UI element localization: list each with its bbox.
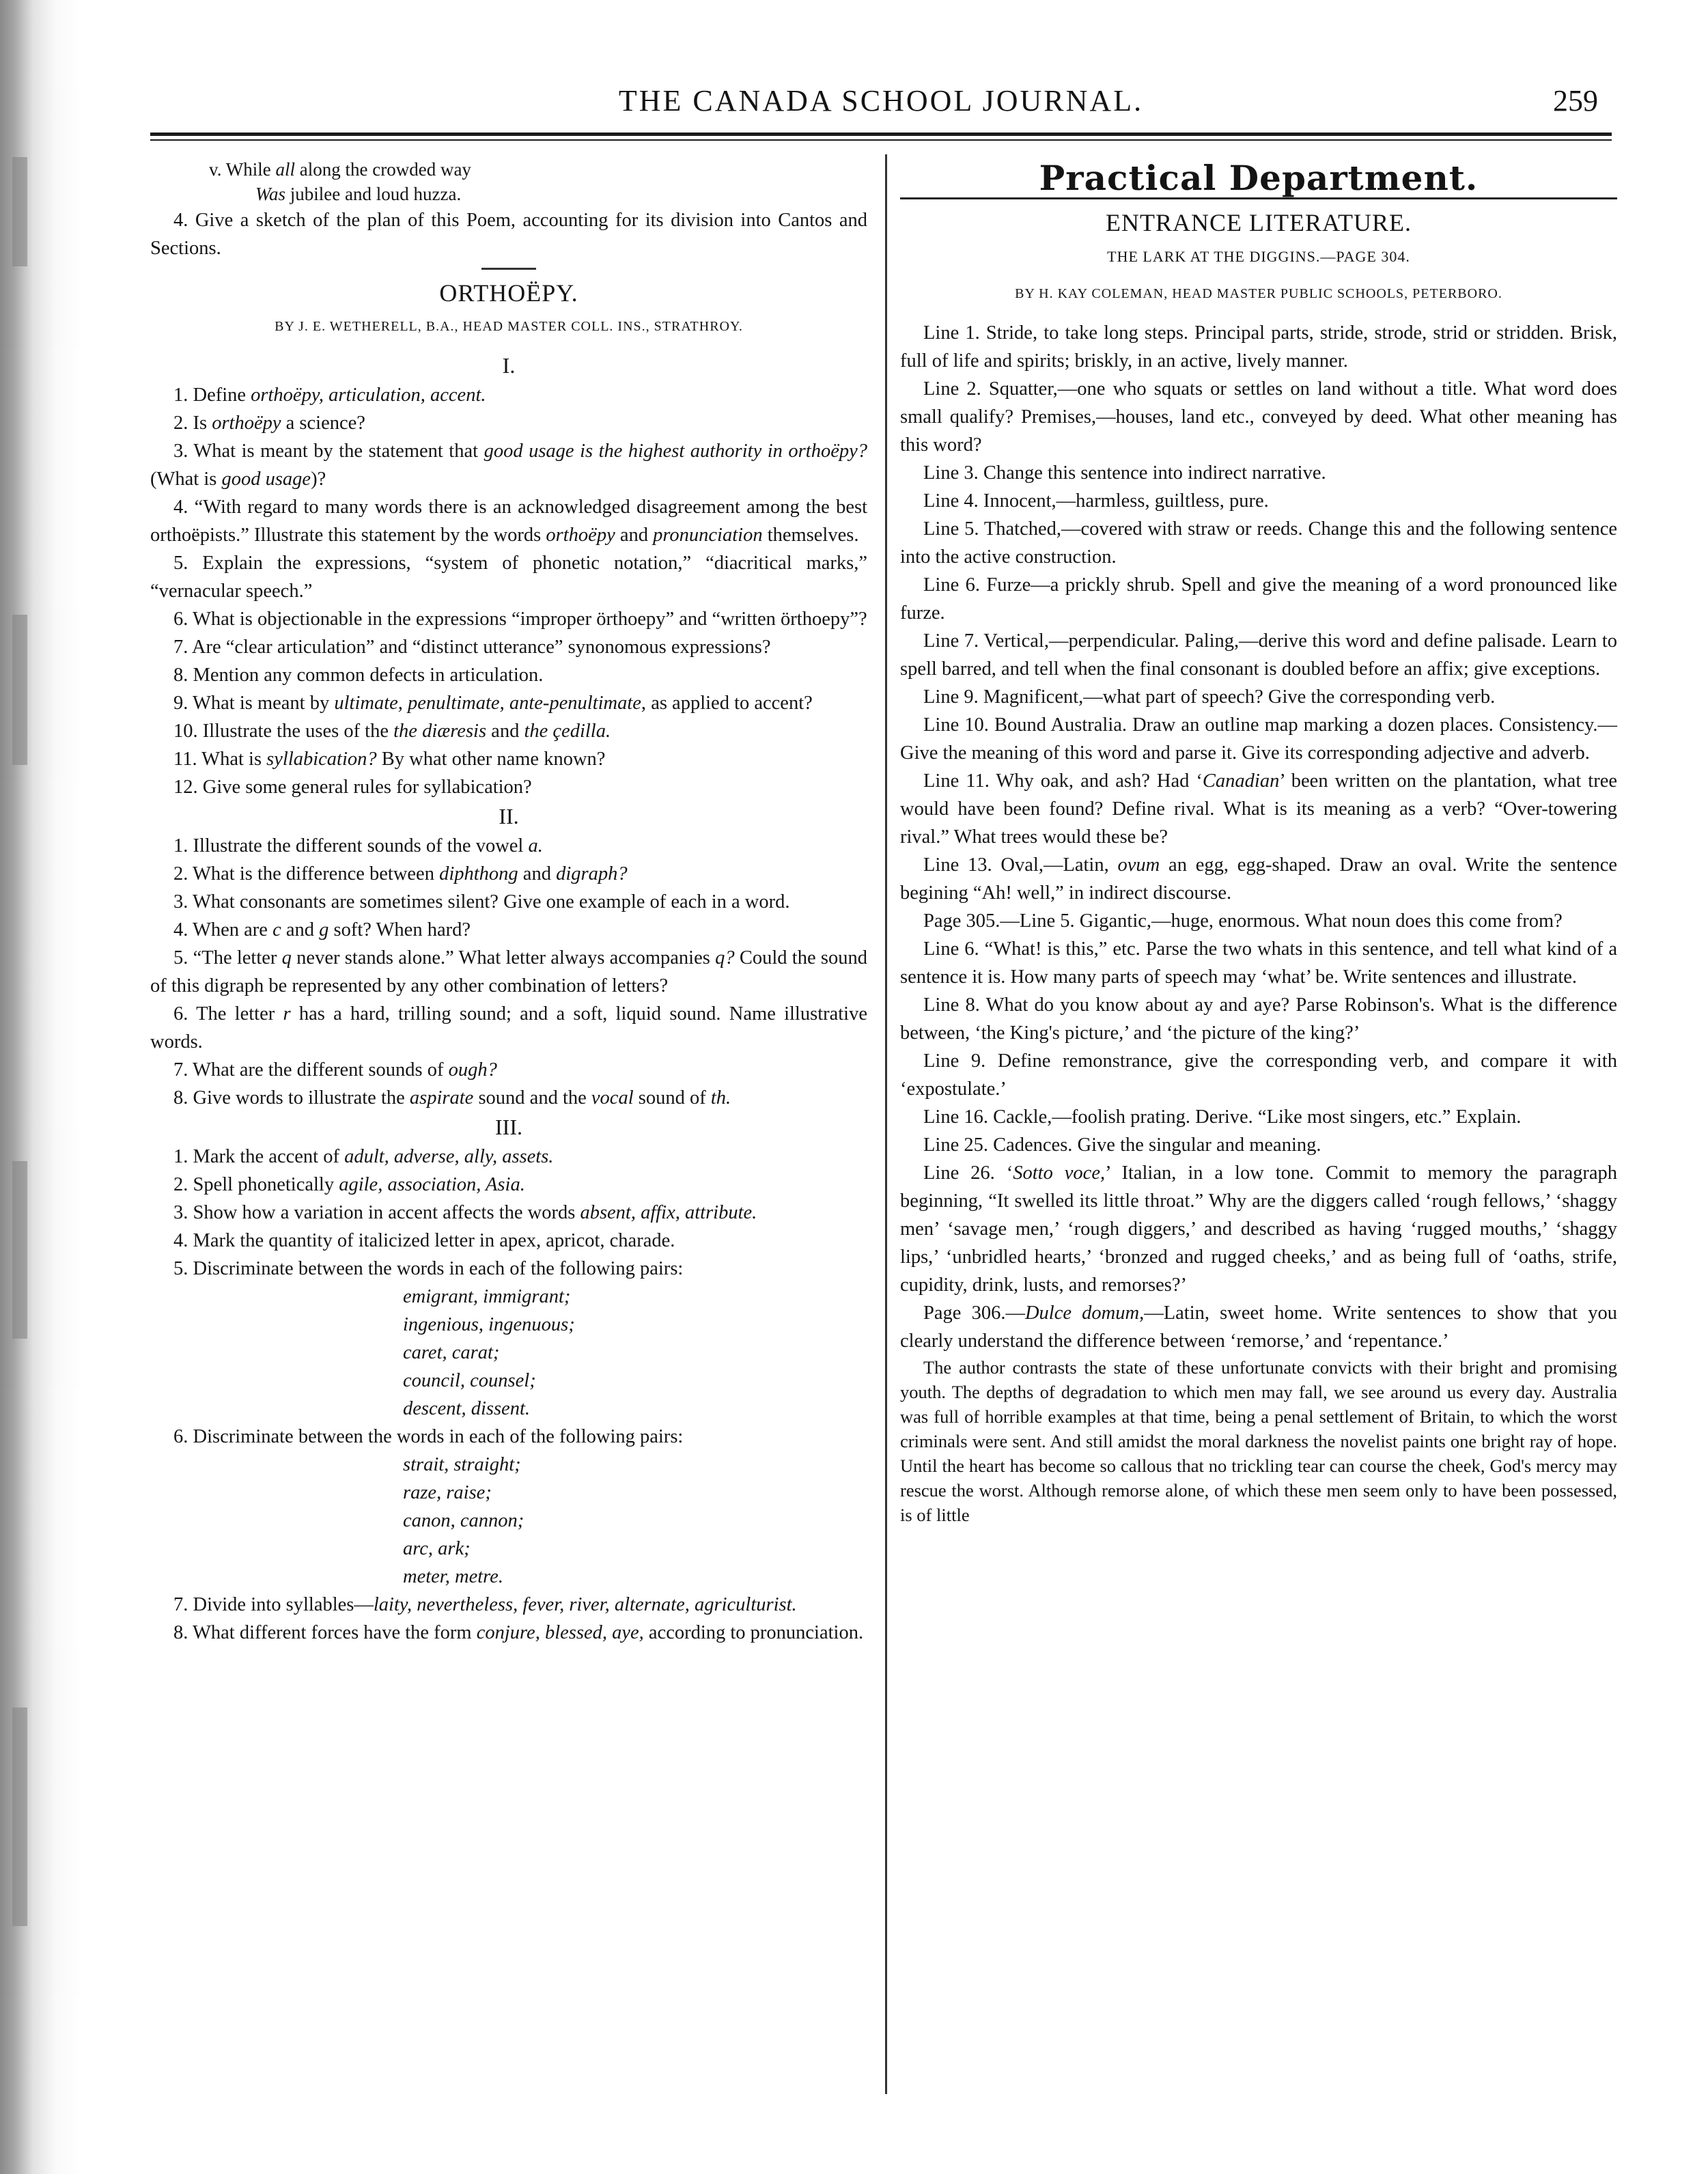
question: 7. What are the different sounds of ough? bbox=[173, 1059, 497, 1081]
page-number: 259 bbox=[1553, 84, 1598, 117]
note-line: Line 2. Squatter,—one who squats or settles on land without a title. What word does small qualify? Premises,—houses, land etc., conveyed by deed. What other meaning has this word? bbox=[900, 378, 1617, 456]
question: 11. What is syllabication? By what other name known? bbox=[173, 749, 606, 770]
section-numeral: III. bbox=[495, 1115, 522, 1139]
word-pairs bbox=[150, 1283, 867, 1423]
header-rule bbox=[150, 133, 1612, 136]
question: 5. Discriminate between the words in each of the following pairs: bbox=[173, 1258, 684, 1279]
right-column bbox=[900, 157, 1617, 1527]
note-line: Line 16. Cackle,—foolish prating. Derive. “Like most singers, etc.” Explain. bbox=[923, 1106, 1522, 1128]
question: 4. Mark the quantity of italicized letter in apex, apricot, charade. bbox=[173, 1230, 675, 1251]
question: 1. Define orthoëpy, articulation, accent. bbox=[173, 385, 486, 406]
question: 5. “The letter q never stands alone.” What letter always accompanies q? Could the sound of this digraph be represented by any other combination of letters? bbox=[150, 947, 867, 997]
section-title: ENTRANCE LITERATURE. bbox=[1106, 209, 1412, 236]
question: 12. Give some general rules for syllabication? bbox=[173, 777, 532, 798]
journal-title: THE CANADA SCHOOL JOURNAL. bbox=[618, 84, 1144, 117]
note-line: Page 306.—Dulce domum,—Latin, sweet home. Write sentences to show that you clearly understand the difference between ‘remorse,’ and ‘repentance.’ bbox=[900, 1302, 1617, 1352]
question-4: 4. Give a sketch of the plan of this Poem, accounting for its division into Cantos and Sections. bbox=[150, 210, 867, 259]
note-line: Line 26. ‘Sotto voce,’ Italian, in a low tone. Commit to memory the paragraph beginning, “It swelled its little throat.” Why are the diggers called ‘rough fellows,’ ‘shaggy men’ ‘savage men,’ ‘rough diggers,’ and described as having ‘rugged mouths,’ ‘shaggy lips,’ ‘unbridled hearts,’ ‘bronzed and rugged cheeks,’ and as being full of ‘oaths, strife, cupidity, drink, lusts, and remorses?’ bbox=[900, 1162, 1618, 1296]
note-line: Line 7. Vertical,—perpendicular. Paling,—derive this word and define palisade. Learn to spell barred, and tell when the final consonant is doubled before an affix; give exceptions. bbox=[900, 630, 1617, 680]
question: 7. Are “clear articulation” and “distinct utterance” synonomous expressions? bbox=[173, 637, 771, 658]
question: 9. What is meant by ultimate, penultimate, ante-penultimate, as applied to accent? bbox=[173, 693, 813, 714]
closing-paragraph: The author contrasts the state of these unfortunate convicts with their bright and promising youth. The depths of degradation to which men may fall, we see around us every day. Australia was full of horrible examples at that time, being a penal settlement of Britain, to which the worst criminals were sent. And still amidst the moral darkness the novelist paints one bright ray of hope. Until the heart has become so callous that no trickling tear can course the cheek, God's mercy may rescue the worst. Although remorse alone, of which these men seem only to have been possessed, is of little bbox=[900, 1357, 1617, 1525]
word-pair: meter, metre. bbox=[403, 1566, 503, 1587]
word-pair: strait, straight; bbox=[403, 1454, 521, 1475]
question: 10. Illustrate the uses of the the diæresis and the çedilla. bbox=[173, 721, 611, 742]
note-line: Line 4. Innocent,—harmless, guiltless, pure. bbox=[923, 490, 1269, 512]
question: 8. Mention any common defects in articulation. bbox=[173, 665, 544, 686]
page-header bbox=[150, 83, 1612, 124]
word-pair: descent, dissent. bbox=[403, 1398, 531, 1419]
verse-line: Was jubilee and loud huzza. bbox=[255, 184, 462, 204]
orthoepy-byline: BY J. E. WETHERELL, B.A., HEAD MASTER COLL. INS., STRATHROY. bbox=[275, 319, 743, 334]
section-numeral: II. bbox=[499, 804, 519, 828]
question: 1. Mark the accent of adult, adverse, ally, assets. bbox=[173, 1146, 554, 1167]
column-divider bbox=[885, 154, 887, 2094]
note-line: Line 9. Define remonstrance, give the corresponding verb, and compare it with ‘expostulate.’ bbox=[900, 1050, 1617, 1100]
note-line: Line 6. “What! is this,” etc. Parse the two whats in this sentence, and tell what kind of a sentence it is. How many parts of speech may ‘what’ be. Write sentences and illustrate. bbox=[900, 938, 1617, 988]
note-line: Line 8. What do you know about ay and aye? Parse Robinson's. What is the difference between, ‘the King's picture,’ and ‘the picture of the king?’ bbox=[900, 994, 1617, 1044]
question: 3. What consonants are sometimes silent? Give one example of each in a word. bbox=[173, 891, 790, 912]
word-pair: emigrant, immigrant; bbox=[403, 1286, 571, 1307]
note-line: Line 25. Cadences. Give the singular and meaning. bbox=[923, 1134, 1321, 1156]
question: 8. What different forces have the form conjure, blessed, aye, according to pronunciation. bbox=[173, 1622, 864, 1643]
note-line: Line 10. Bound Australia. Draw an outline map marking a dozen places. Consistency.—Give the meaning of this word and parse it. Give its corresponding adjective and adverb. bbox=[900, 714, 1617, 764]
section-numeral: I. bbox=[502, 353, 516, 378]
question: 2. What is the difference between diphthong and digraph? bbox=[173, 863, 628, 884]
question: 2. Spell phonetically agile, association, Asia. bbox=[173, 1174, 525, 1195]
word-pair: ingenious, ingenuous; bbox=[403, 1314, 575, 1335]
lesson-subhead: THE LARK AT THE DIGGINS.—PAGE 304. bbox=[1107, 248, 1410, 265]
question: 2. Is orthoëpy a science? bbox=[173, 413, 365, 434]
word-pair: caret, carat; bbox=[403, 1342, 500, 1363]
left-column bbox=[150, 157, 867, 1647]
section-rule bbox=[481, 268, 536, 270]
note-line: Line 11. Why oak, and ash? Had ‘Canadian’ been written on the plantation, what tree would have been found? Define rival. What is its meaning as a verb? “Over-towering rival.” What trees would these be? bbox=[900, 770, 1617, 848]
question: 6. Discriminate between the words in each of the following pairs: bbox=[173, 1426, 684, 1447]
question: 5. Explain the expressions, “system of phonetic notation,” “diacritical marks,” “vernacular speech.” bbox=[150, 553, 867, 602]
header-rule-thin bbox=[150, 139, 1612, 141]
word-pair: arc, ark; bbox=[403, 1538, 471, 1559]
question: 3. Show how a variation in accent affects the words absent, affix, attribute. bbox=[173, 1202, 757, 1223]
word-pair: canon, cannon; bbox=[403, 1510, 524, 1531]
note-line: Line 3. Change this sentence into indirect narrative. bbox=[923, 462, 1326, 484]
note-line: Line 1. Stride, to take long steps. Principal parts, stride, strode, strid or stridden. Brisk, full of life and spirits; briskly, in an active, lively manner. bbox=[900, 322, 1617, 372]
note-line: Line 13. Oval,—Latin, ovum an egg, egg-shaped. Draw an oval. Write the sentence begining “Ah! well,” in indirect discourse. bbox=[900, 854, 1618, 904]
scan-binding-edge bbox=[0, 0, 82, 2174]
question: 3. What is meant by the statement that good usage is the highest authority in orthoëpy? (What is good usage)? bbox=[150, 441, 867, 490]
note-line: Line 9. Magnificent,—what part of speech? Give the corresponding verb. bbox=[923, 686, 1496, 708]
question: 7. Divide into syllables—laity, nevertheless, fever, river, alternate, agriculturist. bbox=[173, 1594, 797, 1615]
question: 8. Give words to illustrate the aspirate sound and the vocal sound of th. bbox=[173, 1087, 731, 1109]
question: 4. When are c and g soft? When hard? bbox=[173, 919, 471, 940]
note-line: Page 305.—Line 5. Gigantic,—huge, enormous. What noun does this come from? bbox=[923, 910, 1563, 932]
orthoepy-title: ORTHOËPY. bbox=[439, 279, 578, 307]
note-line: Line 5. Thatched,—covered with straw or reeds. Change this and the following sentence into the active construction. bbox=[900, 518, 1617, 568]
verse-line: v. While all along the crowded way bbox=[209, 159, 471, 180]
lesson-byline: BY H. KAY COLEMAN, HEAD MASTER PUBLIC SCHOOLS, PETERBORO. bbox=[1015, 286, 1502, 301]
department-title: Practical Department. bbox=[1039, 158, 1479, 198]
poem-verse bbox=[150, 157, 867, 206]
word-pair: raze, raise; bbox=[403, 1482, 492, 1503]
word-pair: council, counsel; bbox=[403, 1370, 536, 1391]
question: 6. What is objectionable in the expressions “improper örthoepy” and “written örthoepy”? bbox=[173, 609, 867, 630]
note-line: Line 6. Furze—a prickly shrub. Spell and give the meaning of a word pronounced like furze. bbox=[900, 574, 1617, 624]
question: 4. “With regard to many words there is an acknowledged disagreement among the best orthoëpists.” Illustrate this statement by the words orthoëpy and pronunciation themselves. bbox=[150, 497, 867, 546]
question: 6. The letter r has a hard, trilling sound; and a soft, liquid sound. Name illustrative words. bbox=[150, 1003, 867, 1053]
question: 1. Illustrate the different sounds of the vowel a. bbox=[173, 835, 543, 856]
word-pairs bbox=[150, 1451, 867, 1591]
